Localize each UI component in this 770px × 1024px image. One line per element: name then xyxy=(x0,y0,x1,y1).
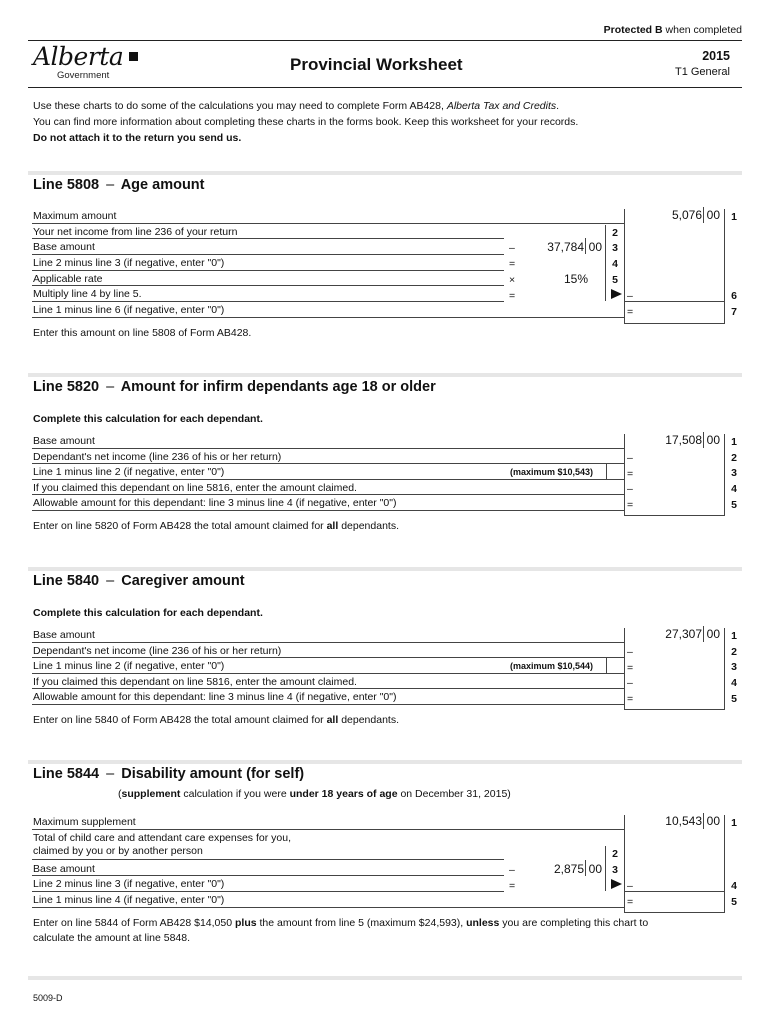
row-label: Base amount xyxy=(33,241,95,253)
base-amount-value: 17,508 xyxy=(665,433,702,447)
section-code: Line 5808 xyxy=(33,177,100,193)
page-title: Provincial Worksheet xyxy=(290,55,463,74)
equals-operator: = xyxy=(627,468,634,480)
row-label: Base amount xyxy=(33,629,95,641)
section-note: Enter on line 5844 of Form AB428 $14,050 plus the amount from line 5 (maximum $24,593), unless you are completing this chart to xyxy=(33,917,649,929)
row-label: Line 2 minus line 3 (if negative, enter "0") xyxy=(33,878,225,890)
row-label: If you claimed this dependant on line 5816, enter the amount claimed. xyxy=(33,482,357,494)
section-divider xyxy=(28,373,742,377)
section-code: Line 5840 xyxy=(33,573,100,589)
section-note: Enter this amount on line 5808 of Form AB428. xyxy=(33,327,252,339)
base-amount-value: 27,307 xyxy=(665,627,702,641)
right-column xyxy=(624,815,725,913)
section-5844-header xyxy=(33,766,304,782)
section-note: Enter on line 5820 of Form AB428 the total amount claimed for all dependants. xyxy=(33,520,399,532)
line-number: 5 xyxy=(731,499,737,511)
row-label: Multiply line 4 by line 5. xyxy=(33,288,142,300)
column-divider xyxy=(606,658,607,673)
row-underline xyxy=(32,657,624,658)
row-underline xyxy=(32,859,504,860)
row-underline xyxy=(32,907,624,908)
row-underline xyxy=(32,642,624,643)
header-bottom-rule xyxy=(28,87,742,88)
line-number: 5 xyxy=(612,274,618,286)
section-divider xyxy=(28,976,742,980)
section-title: Disability amount (for self) xyxy=(121,766,305,782)
section-5820-header xyxy=(33,379,436,395)
row-label: Line 1 minus line 6 (if negative, enter "0") xyxy=(33,304,225,316)
line-number: 1 xyxy=(731,630,737,642)
row-underline xyxy=(32,673,624,674)
form-code: 5009-D xyxy=(33,993,63,1003)
base-amount-value[interactable]: 2,875 xyxy=(553,862,584,876)
section-5808-header xyxy=(33,177,204,193)
row-underline xyxy=(32,285,504,286)
arrow-right-icon xyxy=(611,879,622,889)
base-amount-value[interactable]: 37,784 xyxy=(547,240,584,254)
line-number: 6 xyxy=(731,290,737,302)
row-label: Dependant's net income (line 236 of his or her return) xyxy=(33,645,282,657)
row-underline xyxy=(32,270,504,271)
section-dash: – xyxy=(106,177,115,193)
section-title: Caregiver amount xyxy=(121,573,245,589)
section-title: Age amount xyxy=(120,177,205,193)
row-underline xyxy=(32,479,624,480)
row-underline xyxy=(32,448,624,449)
row-label: Maximum supplement xyxy=(33,816,136,828)
section-dash: – xyxy=(106,379,115,395)
row-label: Your net income from line 236 of your return xyxy=(33,226,238,238)
base-amount-cents[interactable]: 00 xyxy=(588,240,602,254)
row-underline xyxy=(32,704,624,705)
section-divider xyxy=(28,567,742,571)
line-number: 4 xyxy=(731,677,737,689)
logo-government: Government xyxy=(57,70,110,81)
column-divider xyxy=(606,464,607,479)
line-number: 1 xyxy=(731,211,737,223)
protected-label xyxy=(604,24,742,36)
maximum-amount-cents: 00 xyxy=(706,208,720,222)
row-underline xyxy=(32,510,624,511)
row-underline xyxy=(624,301,725,302)
line-number: 3 xyxy=(612,242,618,254)
row-label: Total of child care and attendant care expenses for you, xyxy=(33,832,291,844)
row-label: If you claimed this dependant on line 5816, enter the amount claimed. xyxy=(33,676,357,688)
minus-operator: – xyxy=(627,677,633,689)
line-number: 1 xyxy=(731,436,737,448)
minus-operator: – xyxy=(627,646,633,658)
row-underline xyxy=(32,875,504,876)
equals-operator: = xyxy=(509,258,516,270)
row-underline xyxy=(32,254,504,255)
protected-bold: Protected B xyxy=(603,24,663,36)
arrow-right-icon xyxy=(611,289,622,299)
base-amount-cents[interactable]: 00 xyxy=(588,862,602,876)
minus-operator: – xyxy=(627,290,633,302)
row-label: Applicable rate xyxy=(33,273,103,285)
middle-column xyxy=(505,225,606,301)
base-amount-cents: 00 xyxy=(706,627,720,641)
applicable-rate-value: 15% xyxy=(563,272,588,286)
header-top-rule xyxy=(28,40,742,41)
section-subtitle: Complete this calculation for each dependant. xyxy=(33,607,263,619)
row-label: Base amount xyxy=(33,863,95,875)
line-number: 4 xyxy=(612,258,618,270)
minus-operator: – xyxy=(627,452,633,464)
row-label: Dependant's net income (line 236 of his or her return) xyxy=(33,451,282,463)
equals-operator: = xyxy=(509,290,516,302)
maximum-note: (maximum $10,544) xyxy=(510,661,594,671)
minus-operator: – xyxy=(509,242,515,254)
minus-operator: – xyxy=(509,864,515,876)
maximum-note: (maximum $10,543) xyxy=(510,467,594,477)
times-operator: × xyxy=(509,274,516,286)
line-number: 5 xyxy=(731,693,737,705)
row-label: Maximum amount xyxy=(33,210,117,222)
section-divider xyxy=(28,760,742,764)
row-label: Line 2 minus line 3 (if negative, enter "0") xyxy=(33,257,225,269)
row-label: Base amount xyxy=(33,435,95,447)
section-subtitle: Complete this calculation for each dependant. xyxy=(33,413,263,425)
form-type: T1 General xyxy=(674,66,730,78)
section-dash: – xyxy=(106,573,115,589)
equals-operator: = xyxy=(627,499,634,511)
base-amount-cents: 00 xyxy=(706,433,720,447)
section-note-continued: calculate the amount at line 5848. xyxy=(33,932,191,944)
equals-operator: = xyxy=(627,662,634,674)
row-label: Allowable amount for this dependant: line 3 minus line 4 (if negative, enter "0") xyxy=(33,691,397,703)
row-label: Line 1 minus line 2 (if negative, enter "0") xyxy=(33,466,225,478)
line-number: 2 xyxy=(731,646,737,658)
line-number: 3 xyxy=(731,467,737,479)
line-number: 2 xyxy=(731,452,737,464)
maximum-supplement-value: 10,543 xyxy=(665,814,702,828)
intro-line-1: Use these charts to do some of the calculations you may need to complete Form AB428, Alberta Tax and Credits. xyxy=(33,100,560,112)
equals-operator: = xyxy=(509,880,516,892)
line-number: 4 xyxy=(731,880,737,892)
row-underline xyxy=(32,891,504,892)
form-year: 2015 xyxy=(702,49,730,63)
row-label: Line 1 minus line 2 (if negative, enter "0") xyxy=(33,660,225,672)
minus-operator: – xyxy=(627,880,633,892)
section-code: Line 5820 xyxy=(33,379,100,395)
line-number: 4 xyxy=(731,483,737,495)
equals-operator: = xyxy=(627,693,634,705)
logo-mark-icon xyxy=(129,52,138,61)
section-divider xyxy=(28,171,742,175)
row-underline xyxy=(32,317,624,318)
line-number: 5 xyxy=(731,896,737,908)
protected-rest: when completed xyxy=(665,24,742,36)
row-underline xyxy=(32,688,624,689)
line-number: 2 xyxy=(612,227,618,239)
intro-line-2: You can find more information about completing these charts in the forms book. Keep this worksheet for your records. xyxy=(33,116,579,128)
section-code: Line 5844 xyxy=(33,766,100,782)
equals-operator: = xyxy=(627,896,634,908)
row-underline xyxy=(32,463,624,464)
section-note: Enter on line 5840 of Form AB428 the total amount claimed for all dependants. xyxy=(33,714,399,726)
line-number: 3 xyxy=(612,864,618,876)
row-underline xyxy=(32,238,504,239)
row-underline xyxy=(32,494,624,495)
logo-wordmark: Alberta xyxy=(33,42,124,71)
equals-operator: = xyxy=(627,306,634,318)
row-underline xyxy=(32,829,624,830)
section-5840-header xyxy=(33,573,245,589)
minus-operator: – xyxy=(627,483,633,495)
row-label: Line 1 minus line 4 (if negative, enter "0") xyxy=(33,894,225,906)
line-number: 3 xyxy=(731,661,737,673)
section-dash: – xyxy=(106,766,115,782)
line-number: 7 xyxy=(731,306,737,318)
row-underline xyxy=(32,301,504,302)
row-label: Allowable amount for this dependant: line 3 minus line 4 (if negative, enter "0") xyxy=(33,497,397,509)
row-underline xyxy=(32,223,624,224)
section-title: Amount for infirm dependants age 18 or older xyxy=(120,379,436,395)
maximum-supplement-cents: 00 xyxy=(706,814,720,828)
line-number: 2 xyxy=(612,848,618,860)
right-column xyxy=(624,209,725,324)
maximum-amount-value: 5,076 xyxy=(671,208,702,222)
intro-line-3: Do not attach it to the return you send us. xyxy=(33,132,242,144)
row-underline xyxy=(624,891,725,892)
row-label: claimed by you or by another person xyxy=(33,845,203,857)
alberta-logo xyxy=(33,44,153,84)
line-number: 1 xyxy=(731,817,737,829)
section-subtitle: (supplement calculation if you were under 18 years of age on December 31, 2015) xyxy=(118,788,511,800)
